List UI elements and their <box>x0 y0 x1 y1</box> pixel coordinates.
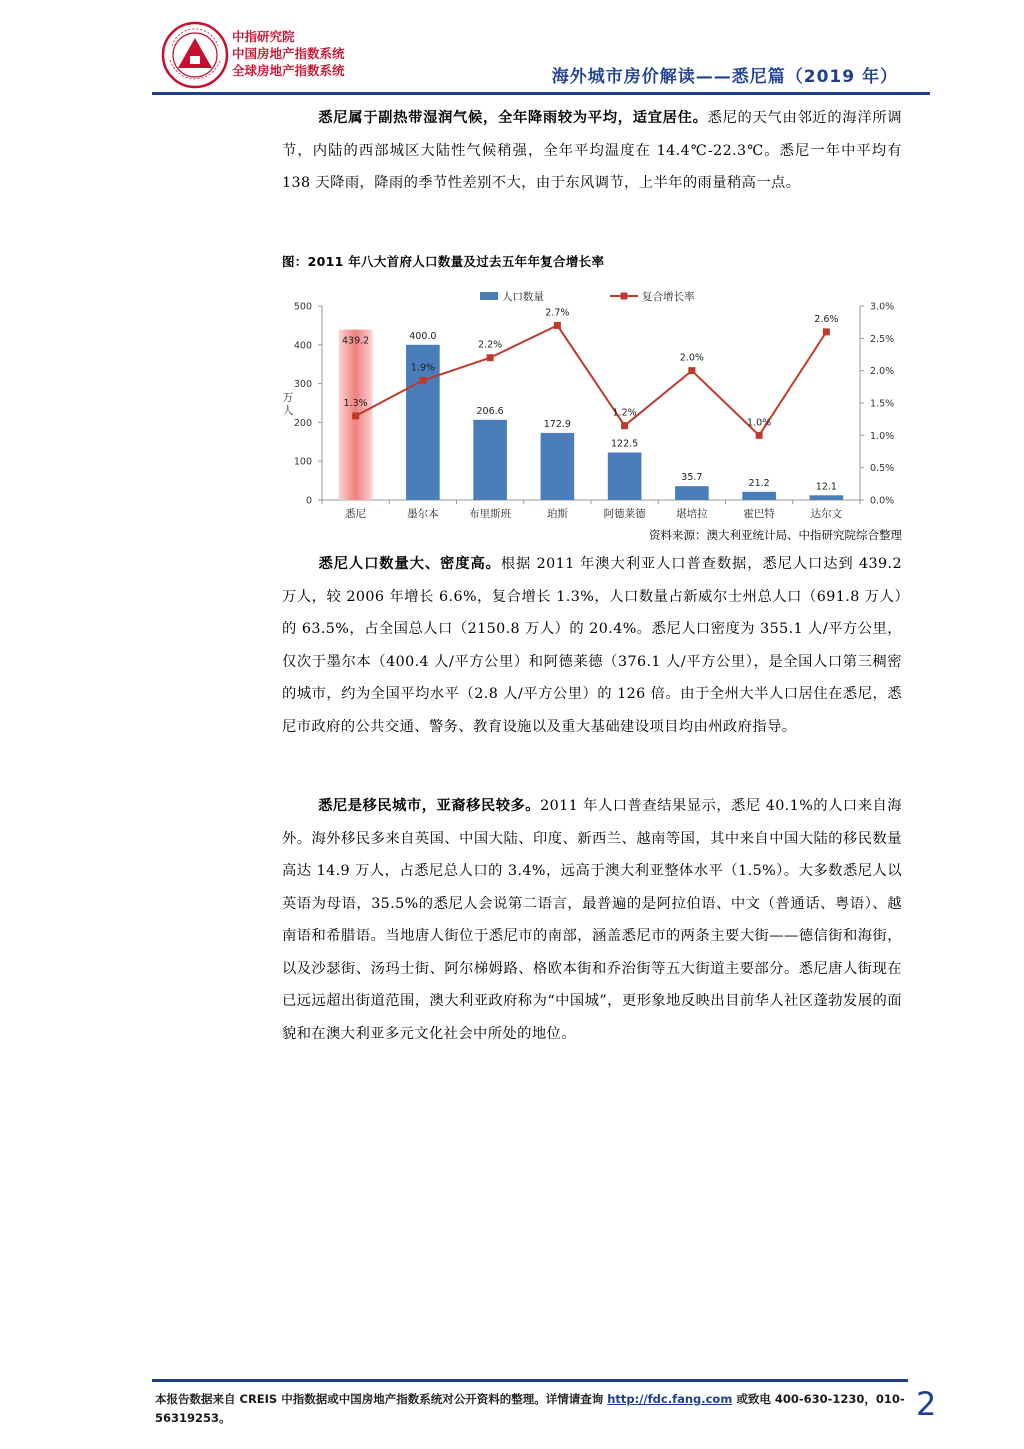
bar-data-label: 12.1 <box>815 481 837 493</box>
chart-bar <box>675 486 709 500</box>
chart-bar <box>608 452 642 500</box>
bar-data-label: 206.6 <box>476 405 504 417</box>
y2-tick-label: 2.0% <box>870 366 895 378</box>
growth-rate-point <box>419 377 426 384</box>
figure-caption: 图：2011 年八大首府人口数量及过去五年年复合增长率 <box>282 254 605 269</box>
y2-tick-label: 1.5% <box>870 398 895 410</box>
footer-divider <box>152 1379 908 1382</box>
paragraph-lead: 悉尼人口数量大、密度高。 <box>318 556 501 572</box>
line-data-label: 2.2% <box>478 339 503 351</box>
paragraph-climate <box>282 102 902 200</box>
org-line: 中国房地产指数系统 <box>232 46 345 61</box>
y2-tick-label: 2.5% <box>870 333 895 345</box>
y-axis-label: 万 <box>282 391 294 404</box>
growth-rate-point <box>688 367 695 374</box>
paragraph-immigration <box>282 790 902 1050</box>
x-tick-label: 布里斯班 <box>469 508 512 520</box>
header-divider <box>152 92 930 95</box>
bar-data-label: 21.2 <box>748 477 770 489</box>
y-tick-label: 100 <box>293 456 312 468</box>
growth-rate-point <box>621 422 628 429</box>
y-tick-label: 200 <box>293 417 312 429</box>
y-axis-label: 人 <box>282 404 294 417</box>
chart-bar <box>810 495 844 500</box>
chart-source-note: 资料来源：澳大利亚统计局、中指研究院综合整理 <box>649 528 902 542</box>
paragraph-lead: 悉尼属于副热带湿润气候，全年降雨较为平均，适宜居住。 <box>318 110 708 126</box>
line-data-label: 1.0% <box>747 417 772 429</box>
line-data-label: 1.9% <box>410 362 435 374</box>
legend-label-line: 复合增长率 <box>642 291 695 303</box>
growth-rate-point <box>352 412 359 419</box>
org-line: 全球房地产指数系统 <box>232 63 345 78</box>
line-data-label: 2.7% <box>545 307 570 319</box>
x-tick-label: 霍巴特 <box>743 508 775 520</box>
footer-text: 本报告数据来自 CREIS 中指数据或中国房地产指数系统对公开资料的整理。详情请查询 <box>155 1392 604 1406</box>
org-line: 中指研究院 <box>232 29 295 44</box>
x-tick-label: 墨尔本 <box>407 508 439 520</box>
y-tick-label: 300 <box>293 379 312 391</box>
y2-tick-label: 3.0% <box>870 301 895 313</box>
chart-bar <box>541 433 575 500</box>
line-data-label: 2.6% <box>814 313 839 325</box>
x-tick-label: 堪培拉 <box>676 508 708 520</box>
paragraph-lead: 悉尼是移民城市，亚裔移民较多。 <box>318 798 541 814</box>
bar-data-label: 122.5 <box>611 438 639 450</box>
footer-contact: 或致电 400-630-1230，010-56319253。 <box>155 1392 905 1425</box>
growth-rate-point <box>487 354 494 361</box>
y2-tick-label: 1.0% <box>870 430 895 442</box>
paragraph-body: 悉尼的天气由邻近的海洋所调节，内陆的西部城区大陆性气候稍强，全年平均温度在 14.4℃-22.3℃。悉尼一年中平均有 138 天降雨，降雨的季节性差别不大，由于东风调节，上半年的雨量稍高一点。 <box>282 110 902 191</box>
bar-data-label: 400.0 <box>409 330 437 342</box>
paragraph-population <box>282 548 902 743</box>
document-title: 海外城市房价解读——悉尼篇（2019 年） <box>551 67 898 87</box>
y-tick-label: 0 <box>305 495 312 507</box>
y2-tick-label: 0.5% <box>870 463 895 475</box>
growth-rate-point <box>823 328 830 335</box>
x-tick-label: 达尔文 <box>810 508 843 520</box>
x-tick-label: 悉尼 <box>345 508 367 520</box>
line-data-label: 1.2% <box>612 407 637 419</box>
chart-bar <box>742 492 776 500</box>
paragraph-body: 2011 年人口普查结果显示，悉尼 40.1%的人口来自海外。海外移民多来自英国、中国大陆、印度、新西兰、越南等国，其中来自中国大陆的移民数量高达 14.9 万人，占悉尼总人口的 3.4%，远高于澳大利亚整体水平（1.5%）。大多数悉尼人以英语为母语，35.5%的悉尼人会说第二语言，最普遍的是阿拉伯语、中文（普通话、粤语）、越南语和希腊语。当地唐人街位于悉尼市的南部，涵盖悉尼市的两条主要大街——德信街和海街，以及沙瑟街、汤玛士街、阿尔梯姆路、格欧本街和乔治街等五大街道主要部分。悉尼唐人街现在已远远超出街道范围，澳大利亚政府称为“中国城”，更形象地反映出目前华人社区蓬勃发展的面貌和在澳大利亚多元文化社会中所处的地位。 <box>282 798 902 1042</box>
growth-rate-point <box>756 432 763 439</box>
academy-logo <box>160 20 230 90</box>
y-tick-label: 500 <box>293 301 312 313</box>
paragraph-body: 根据 2011 年澳大利亚人口普查数据，悉尼人口达到 439.2 万人，较 2006 年增长 6.6%，复合增长 1.3%，人口数量占新威尔士州总人口（691.8 万人）的 63.5%，占全国总人口（2150.8 万人）的 20.4%。悉尼人口密度为 355.1 人/平方公里，仅次于墨尔本（400.4 人/平方公里）和阿德莱德（376.1 人/平方公里），是全国人口第三稠密的城市，约为全国平均水平（2.8 人/平方公里）的 126 倍。由于全州大半人口居住在悉尼，悉尼市政府的公共交通、警务、教育设施以及重大基础建设项目均由州政府指导。 <box>282 556 902 735</box>
footer-link[interactable]: http://fdc.fang.com <box>607 1392 733 1406</box>
growth-rate-point <box>554 322 561 329</box>
y-tick-label: 400 <box>293 340 312 352</box>
legend-swatch-bars <box>480 292 498 300</box>
organization-names <box>232 28 345 79</box>
chart-bar <box>473 420 507 500</box>
legend-label-bars: 人口数量 <box>502 291 544 303</box>
population-growth-chart <box>280 285 910 540</box>
x-tick-label: 阿德莱德 <box>603 508 646 520</box>
y2-tick-label: 0.0% <box>870 495 895 507</box>
x-tick-label: 珀斯 <box>546 508 568 520</box>
bar-data-label: 35.7 <box>681 472 703 484</box>
line-data-label: 1.3% <box>343 397 368 409</box>
legend-marker-line <box>621 293 628 300</box>
page-number: 2 <box>916 1385 937 1423</box>
bar-data-label: 172.9 <box>543 418 571 430</box>
line-data-label: 2.0% <box>679 352 704 364</box>
footer-note <box>155 1390 907 1428</box>
bar-data-label: 439.2 <box>342 335 370 347</box>
